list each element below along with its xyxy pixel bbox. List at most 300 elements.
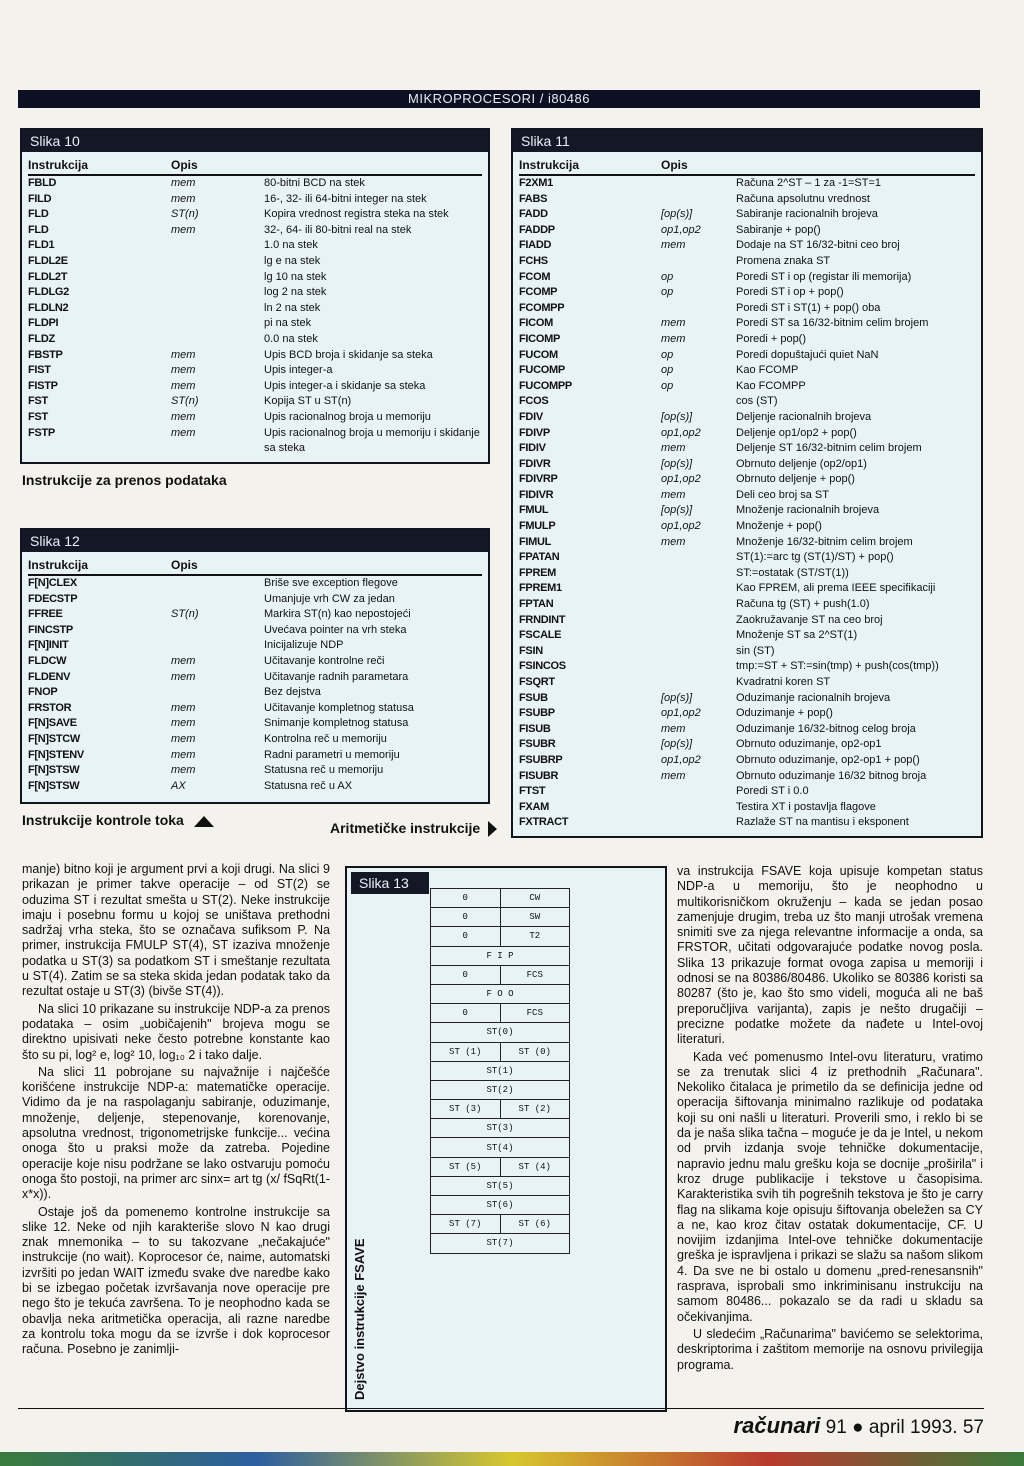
description-cell: Testira XT i postavlja flagove — [736, 800, 876, 813]
instruction-cell: FLDLG2 — [28, 286, 69, 299]
register-label: 0 — [431, 927, 501, 945]
table-row — [28, 732, 482, 748]
instruction-cell: FSUBRP — [519, 753, 563, 766]
description-cell: Kopija ST u ST(n) — [264, 395, 352, 408]
operand-cell: mem — [171, 670, 196, 683]
table-row — [519, 815, 975, 831]
decorative-strip — [0, 1452, 1024, 1466]
instruction-cell: FDECSTP — [28, 592, 78, 605]
register-label: ST (4) — [518, 1161, 551, 1172]
instruction-cell: FICOM — [519, 317, 553, 330]
description-cell: Poredi + pop() — [736, 332, 807, 345]
instruction-cell: FSTP — [28, 426, 55, 439]
table-row — [28, 332, 482, 348]
instruction-cell: FCOMPP — [519, 301, 565, 314]
instruction-cell: FSIN — [519, 644, 543, 657]
instruction-cell: FSCALE — [519, 629, 562, 642]
section-header — [18, 90, 980, 108]
description-cell: Množenje ST sa 2^ST(1) — [736, 629, 858, 642]
register-label: ST(3) — [486, 1123, 514, 1134]
issue-number: 91 — [825, 1417, 847, 1438]
register-label: ST (0) — [518, 1046, 551, 1057]
description-cell: Množenje 16/32-bitnim celim brojem — [736, 535, 913, 548]
register-slot — [430, 1196, 570, 1215]
description-cell: Učitavanje kompletnog statusa — [264, 701, 414, 714]
table-row — [28, 192, 482, 208]
register-slot — [430, 1004, 570, 1023]
figure-13-side-text: Dejstvo instrukcije FSAVE — [352, 1238, 367, 1400]
register-slot — [430, 888, 570, 908]
instruction-cell: FCOM — [519, 270, 551, 283]
page-footer — [18, 1408, 984, 1453]
description-cell: lg 10 na stek — [264, 270, 327, 283]
figure-12-caption-text: Instrukcije kontrole toka — [22, 812, 184, 828]
col-instrukcija: Instrukcija — [28, 158, 89, 172]
register-label: FCS — [526, 969, 543, 980]
figure-10-caption: Instrukcije za prenos podataka — [22, 472, 227, 488]
table-row — [519, 706, 975, 722]
table-row — [28, 716, 482, 732]
description-cell: Poredi ST i ST(1) + pop() oba — [736, 301, 881, 314]
instruction-cell: FLDL2E — [28, 254, 68, 267]
table-row — [519, 316, 975, 332]
operand-cell: mem — [171, 717, 196, 730]
operand-cell: mem — [171, 701, 196, 714]
table-row — [519, 176, 975, 192]
instruction-cell: FLDL2T — [28, 270, 68, 283]
figure-12-caption — [22, 812, 214, 828]
operand-cell: op1,op2 — [661, 223, 701, 236]
description-cell: Oduzimanje racionalnih brojeva — [736, 691, 891, 704]
table-row — [28, 592, 482, 608]
description-cell: Poredi ST i op (registar ili memorija) — [736, 270, 912, 283]
issue-date: april 1993. — [868, 1417, 958, 1438]
register-slot — [430, 1081, 570, 1100]
operand-cell: [op(s)] — [661, 457, 693, 470]
description-cell: Deli ceo broj sa ST — [736, 488, 829, 501]
operand-cell: mem — [661, 332, 686, 345]
instruction-cell: FLDZ — [28, 332, 55, 345]
instruction-cell: FLD — [28, 208, 49, 221]
table-row — [28, 779, 482, 795]
operand-cell: op1,op2 — [661, 473, 701, 486]
description-cell: Upis integer-a — [264, 364, 333, 377]
description-cell: Umanjuje vrh CW za jedan — [264, 592, 395, 605]
instruction-cell: FRSTOR — [28, 701, 72, 714]
instruction-cell: FTST — [519, 785, 546, 798]
table-row — [28, 379, 482, 395]
table-row — [28, 348, 482, 364]
description-cell: Statusna reč u memoriju — [264, 764, 384, 777]
table-row — [28, 223, 482, 239]
instruction-cell: FLDLN2 — [28, 301, 69, 314]
description-cell: Upis integer-a i skidanje sa steka — [264, 379, 426, 392]
figure-11-title: Slika 11 — [513, 130, 981, 152]
operand-cell: op — [661, 270, 674, 283]
description-cell: Učitavanje radnih parametara — [264, 670, 409, 683]
description-cell: 0.0 na stek — [264, 332, 318, 345]
instruction-cell: FBSTP — [28, 348, 63, 361]
paragraph: Kada već pomenusmo Intel-ovu literaturu, vratimo se za trenutak slici 4 iz prethodnih „Računara". Nekoliko čitalaca je primetilo da se definicija jedne od operacija šiftovanja minimalno razlikuje od podataka koji su oni našli u literaturi. Proverili smo, i reklo bi se da je naša slika tačna – moguće je da je Intel, u nekom od prvih izdanja svoje tehničke dokumentacije, napravio jednu malu grešku koja se docnije „proširila" i kroz druge publikacije i tekstove u časopisima. Karakteristika svih tih pogrešnih tekstova je što je carry flag na slikama koje opisuju šiftovanja obeležen sa CY a ne, kao kroz čitav ostatak dokumentacije, CF. U novijim izdanjima Intel-ove tehničke dokumentacije greška je ispravljena i prikazi se slažu sa našom slikom 4. Da sve ne bi ostalo u domenu „pred-renesansnih" rasprava, isprobali smo inkriminisanu instrukciju na samom 80486... pokazalo se da radi u skladu sa očekivanjima. — [677, 1049, 983, 1324]
register-label: ST(5) — [486, 1180, 514, 1191]
table-row — [519, 566, 975, 582]
description-cell: lg e na stek — [264, 254, 321, 267]
table-row — [28, 394, 482, 410]
description-cell: Deljenje racionalnih brojeva — [736, 410, 872, 423]
instruction-cell: F[N]STSW — [28, 779, 80, 792]
operand-cell: mem — [171, 732, 196, 745]
operand-cell: mem — [661, 239, 686, 252]
operand-cell: [op(s)] — [661, 208, 693, 221]
figure-11-caption — [330, 820, 497, 837]
instruction-cell: FDIV — [519, 410, 543, 423]
table-row — [519, 379, 975, 395]
operand-cell: op1,op2 — [661, 520, 701, 533]
register-label: 0 — [431, 1004, 501, 1022]
table-row — [519, 348, 975, 364]
register-slot — [430, 966, 570, 985]
table-row — [519, 410, 975, 426]
table-row — [28, 654, 482, 670]
article-right-column — [677, 864, 983, 1375]
operand-cell: mem — [171, 379, 196, 392]
instruction-cell: FSUBR — [519, 738, 556, 751]
description-cell: 1.0 na stek — [264, 239, 318, 252]
operand-cell: mem — [661, 722, 686, 735]
table-row — [519, 644, 975, 660]
table-row — [519, 550, 975, 566]
table-row — [28, 410, 482, 426]
operand-cell: mem — [171, 748, 196, 761]
col-instrukcija: Instrukcija — [28, 558, 89, 572]
operand-cell: mem — [171, 654, 196, 667]
description-cell: Briše sve exception flegove — [264, 577, 398, 589]
operand-cell: ST(n) — [171, 395, 199, 408]
table-row — [519, 628, 975, 644]
table-row — [519, 270, 975, 286]
description-cell: Deljenje op1/op2 + pop() — [736, 426, 857, 439]
description-cell: Sabiranje racionalnih brojeva — [736, 208, 878, 221]
section-title: MIKROPROCESORI / i80486 — [408, 91, 590, 106]
operand-cell: op — [661, 364, 674, 377]
instruction-cell: FADDP — [519, 223, 555, 236]
table-row — [28, 607, 482, 623]
table-row — [28, 207, 482, 223]
register-label: ST (7) — [431, 1215, 501, 1233]
table-row — [519, 207, 975, 223]
table-row — [519, 737, 975, 753]
description-cell: Upis BCD broja i skidanje sa steka — [264, 348, 433, 361]
table-row — [28, 638, 482, 654]
instruction-cell: FIADD — [519, 239, 552, 252]
description-cell: Kopira vrednost registra steka na stek — [264, 208, 449, 221]
figure-12-header — [28, 558, 482, 576]
operand-cell: ST(n) — [171, 608, 199, 621]
table-row — [519, 192, 975, 208]
instruction-cell: FMULP — [519, 520, 556, 533]
table-row — [519, 441, 975, 457]
table-row — [519, 238, 975, 254]
operand-cell: mem — [171, 177, 196, 189]
figure-11-caption-text: Aritmetičke instrukcije — [330, 820, 481, 836]
instruction-cell: FLDCW — [28, 654, 67, 667]
register-slot — [430, 1023, 570, 1042]
table-row — [519, 675, 975, 691]
table-row — [519, 254, 975, 270]
fsave-register-layout — [430, 888, 570, 1254]
operand-cell: mem — [171, 764, 196, 777]
register-label: ST(6) — [486, 1200, 514, 1211]
register-slot — [430, 1119, 570, 1138]
register-label: ST (6) — [518, 1219, 551, 1230]
table-row — [28, 316, 482, 332]
paragraph: Na slici 11 pobrojane su najvažnije i najčešće korišćene instrukcije NDP-a: matematičke operacije. Vidimo da je na raspolaganju sabiranje, oduzimanje, množenje, deljenje, stepenovanje, korenovanje, apsolutna vrednost, trigonometrijske funkcije... većina onoga što u praksi može da zatreba. Pojedine operacije koje nisu podržane se lako ostvaruju pomoću onoga što postoji, na primer arc sinx= art tg (x/ fSqRt(1-x*x)). — [22, 1064, 330, 1202]
instruction-cell: FRNDINT — [519, 613, 566, 626]
instruction-cell: FUCOMP — [519, 364, 565, 377]
description-cell: Markira ST(n) kao nepostojeći — [264, 608, 411, 621]
register-label: CW — [529, 893, 541, 903]
instruction-cell: FPREM — [519, 566, 557, 579]
table-row — [519, 285, 975, 301]
table-row — [519, 503, 975, 519]
register-label: F I P — [486, 950, 514, 961]
triangle-right-icon — [488, 821, 497, 837]
description-cell: Dodaje na ST 16/32-bitni ceo broj — [736, 239, 900, 252]
register-label: T2 — [529, 931, 541, 942]
instruction-cell: FIMUL — [519, 535, 552, 548]
register-label: ST(0) — [486, 1027, 514, 1038]
register-label: 0 — [431, 908, 501, 926]
operand-cell: mem — [661, 317, 686, 330]
table-row — [28, 670, 482, 686]
register-slot — [430, 1062, 570, 1081]
instruction-cell: FABS — [519, 192, 548, 205]
instruction-cell: FST — [28, 395, 48, 408]
instruction-cell: FPATAN — [519, 551, 560, 564]
figure-10-header — [28, 158, 482, 176]
table-row — [519, 394, 975, 410]
register-label: 0 — [431, 889, 501, 907]
description-cell: Obrnuto oduzimanje, op2-op1 + pop() — [736, 753, 920, 766]
table-row — [519, 519, 975, 535]
figure-12-table — [20, 528, 490, 804]
instruction-cell: FDIVRP — [519, 473, 558, 486]
description-cell: Obrnuto oduzimanje 16/32 bitnog broja — [736, 769, 927, 782]
instruction-cell: FSINCOS — [519, 660, 566, 673]
description-cell: Deljenje ST 16/32-bitnim celim brojem — [736, 442, 922, 455]
table-row — [28, 176, 482, 192]
col-opis: Opis — [171, 158, 198, 172]
paragraph: manje) bitno koji je argument prvi a koji drugi. Na slici 9 prikazan je primer takve operacije – od ST(2) se oduzima ST i rezultat smešta u ST(2). Neke instrukcije imaju i posebnu formu u kojoj se uništava prethodni sadržaj vrha steka, što se označava sufiksom P. Na primer, instrukcija FMULP ST(4), ST izaziva množenje podatka u ST(3) sa podatkom ST i smeštanje rezultata u ST(4). Zatim se sa steka skida jedan podatak tako da rezultat ostaje u ST(3) (bivše ST(4)). — [22, 862, 330, 999]
description-cell: Razlaže ST na mantisu i eksponent — [736, 816, 909, 829]
operand-cell: op — [661, 286, 674, 299]
register-label: 0 — [431, 966, 501, 984]
table-row — [28, 270, 482, 286]
description-cell: Množenje + pop() — [736, 520, 822, 533]
instruction-cell: FIST — [28, 364, 51, 377]
operand-cell: mem — [171, 364, 196, 377]
table-row — [28, 426, 482, 457]
table-row — [28, 763, 482, 779]
figure-10-title: Slika 10 — [22, 130, 488, 152]
description-cell: Učitavanje kontrolne reči — [264, 654, 385, 667]
description-cell: Kvadratni koren ST — [736, 676, 831, 688]
instruction-cell: FIDIVR — [519, 488, 554, 501]
description-cell: Zaokružavanje ST na ceo broj — [736, 613, 883, 626]
table-row — [28, 748, 482, 764]
description-cell: tmp:=ST + ST:=sin(tmp) + push(cos(tmp)) — [736, 660, 939, 673]
table-row — [519, 472, 975, 488]
table-row — [28, 238, 482, 254]
operand-cell: [op(s)] — [661, 504, 693, 517]
description-cell: Sabiranje + pop() — [736, 223, 821, 236]
instruction-cell: FSUB — [519, 691, 548, 704]
operand-cell: mem — [661, 535, 686, 548]
instruction-cell: FMUL — [519, 504, 549, 517]
operand-cell: op1,op2 — [661, 707, 701, 720]
instruction-cell: FINCSTP — [28, 623, 73, 636]
bullet-icon: ● — [852, 1417, 864, 1438]
table-row — [519, 784, 975, 800]
table-row — [519, 659, 975, 675]
description-cell: Kao FCOMP — [736, 364, 799, 377]
paragraph: Na slici 10 prikazane su instrukcije NDP-a za prenos podataka – osim „uobičajenih" brojeva mogu se direktno upisivati neke često potrebne konstante kao što su pi, log² e, log² 10, log₁₀ 2 i tako dalje. — [22, 1001, 330, 1062]
instruction-cell: F[N]STENV — [28, 748, 84, 761]
operand-cell: op1,op2 — [661, 426, 701, 439]
instruction-cell: FICOMP — [519, 332, 560, 345]
table-row — [519, 597, 975, 613]
operand-cell: AX — [171, 779, 186, 792]
operand-cell: mem — [661, 769, 686, 782]
table-row — [519, 426, 975, 442]
instruction-cell: FISTP — [28, 379, 58, 392]
table-row — [519, 488, 975, 504]
operand-cell: mem — [661, 442, 686, 455]
description-cell: 80-bitni BCD na stek — [264, 177, 365, 189]
figure-10-table — [20, 128, 490, 464]
description-cell: cos (ST) — [736, 395, 778, 408]
description-cell: Oduzimanje + pop() — [736, 707, 833, 720]
description-cell: ln 2 na stek — [264, 301, 321, 314]
table-row — [519, 535, 975, 551]
instruction-cell: FPREM1 — [519, 582, 562, 595]
table-row — [519, 722, 975, 738]
instruction-cell: FLD1 — [28, 239, 55, 252]
register-slot — [430, 1177, 570, 1196]
paragraph: U sledećim „Računarima" bavićemo se selektorima, deskriptorima i zaštitom memorije na osnovu privilegija programa. — [677, 1326, 983, 1372]
description-cell: Statusna reč u AX — [264, 779, 353, 792]
table-row — [519, 613, 975, 629]
register-slot — [430, 1138, 570, 1157]
operand-cell: op — [661, 379, 674, 392]
instruction-cell: FSQRT — [519, 676, 555, 688]
table-row — [519, 691, 975, 707]
instruction-cell: F[N]CLEX — [28, 577, 77, 589]
description-cell: Kao FPREM, ali prema IEEE specifikaciji — [736, 582, 936, 595]
instruction-cell: FILD — [28, 192, 52, 205]
instruction-cell: FCOS — [519, 395, 549, 408]
instruction-cell: FPTAN — [519, 598, 554, 611]
description-cell: Obrnuto deljenje + pop() — [736, 473, 855, 486]
description-cell: Računa 2^ST – 1 za -1=ST=1 — [736, 177, 881, 189]
description-cell: ST:=ostatak (ST/ST(1)) — [736, 566, 849, 579]
description-cell: sin (ST) — [736, 644, 775, 657]
table-row — [519, 332, 975, 348]
description-cell: log 2 na stek — [264, 286, 327, 299]
col-opis: Opis — [661, 158, 688, 172]
article-left-column — [22, 862, 330, 1360]
register-slot — [430, 927, 570, 946]
description-cell: Snimanje kompletnog statusa — [264, 717, 409, 730]
table-row — [519, 769, 975, 785]
table-row — [519, 753, 975, 769]
table-row — [28, 301, 482, 317]
operand-cell: op — [661, 348, 674, 361]
instruction-cell: FLD — [28, 223, 49, 236]
instruction-cell: FLDPI — [28, 317, 59, 330]
description-cell: Upis racionalnog broja u memoriju i skidanje sa steka — [264, 426, 480, 455]
instruction-cell: F[N]SAVE — [28, 717, 77, 730]
instruction-cell: FCHS — [519, 254, 548, 267]
description-cell: pi na stek — [264, 317, 312, 330]
table-row — [28, 285, 482, 301]
col-opis: Opis — [171, 558, 198, 572]
description-cell: Poredi ST i 0.0 — [736, 785, 809, 798]
table-row — [519, 301, 975, 317]
register-label: ST(7) — [486, 1238, 514, 1249]
instruction-cell: FST — [28, 410, 48, 423]
instruction-cell: FBLD — [28, 177, 57, 189]
table-row — [519, 363, 975, 379]
table-row — [28, 701, 482, 717]
figure-13-side-label — [352, 1190, 372, 1400]
table-row — [28, 576, 482, 592]
instruction-cell: F[N]STCW — [28, 732, 80, 745]
register-slot — [430, 947, 570, 966]
register-label: ST(2) — [486, 1084, 514, 1095]
description-cell: Uvećava pointer na vrh steka — [264, 623, 407, 636]
register-label: ST(4) — [486, 1142, 514, 1153]
register-slot — [430, 1043, 570, 1062]
register-label: ST (5) — [431, 1158, 501, 1176]
magazine-name: računari — [733, 1413, 821, 1438]
operand-cell: mem — [661, 488, 686, 501]
instruction-cell: FNOP — [28, 686, 58, 699]
table-row — [28, 623, 482, 639]
description-cell: Računa apsolutnu vrednost — [736, 192, 870, 205]
instruction-cell: FXAM — [519, 800, 549, 813]
instruction-cell: FXTRACT — [519, 816, 569, 829]
description-cell: Obrnuto deljenje (op2/op1) — [736, 457, 867, 470]
instruction-cell: FIDIV — [519, 442, 546, 455]
table-row — [519, 800, 975, 816]
instruction-cell: FLDENV — [28, 670, 71, 683]
instruction-cell: F[N]STSW — [28, 764, 80, 777]
figure-12-title: Slika 12 — [22, 530, 488, 552]
instruction-cell: FADD — [519, 208, 548, 221]
register-slot — [430, 985, 570, 1004]
table-row — [28, 363, 482, 379]
register-label: ST (1) — [431, 1043, 501, 1061]
instruction-cell: FDIVP — [519, 426, 550, 439]
instruction-cell: F[N]INIT — [28, 639, 69, 652]
description-cell: Računa tg (ST) + push(1.0) — [736, 598, 870, 611]
description-cell: Poredi ST sa 16/32-bitnim celim brojem — [736, 317, 929, 330]
paragraph: Ostaje još da pomenemo kontrolne instrukcije sa slike 12. Neke od njih karakteriše slovo N kao drugi znak mnemonika – to su takozvane „nečakajuće" instrukcije (no wait). Koprocesor će, naime, automatski izvršiti po jedan WAIT između svake dve naredbe kako bi se izbegao početak izvršavanja nove operacije pre nego što je tekuća završena. To je neophodno kada se obavlja neka aritmetička operacija, ali razne naredbe za kontrolu toka mogu da se izvrše i dok koprocesor računa. Posebno je zanimlji- — [22, 1204, 330, 1357]
triangle-up-icon — [194, 816, 214, 827]
description-cell: Oduzimanje 16/32-bitnog celog broja — [736, 722, 916, 735]
operand-cell: op1,op2 — [661, 753, 701, 766]
